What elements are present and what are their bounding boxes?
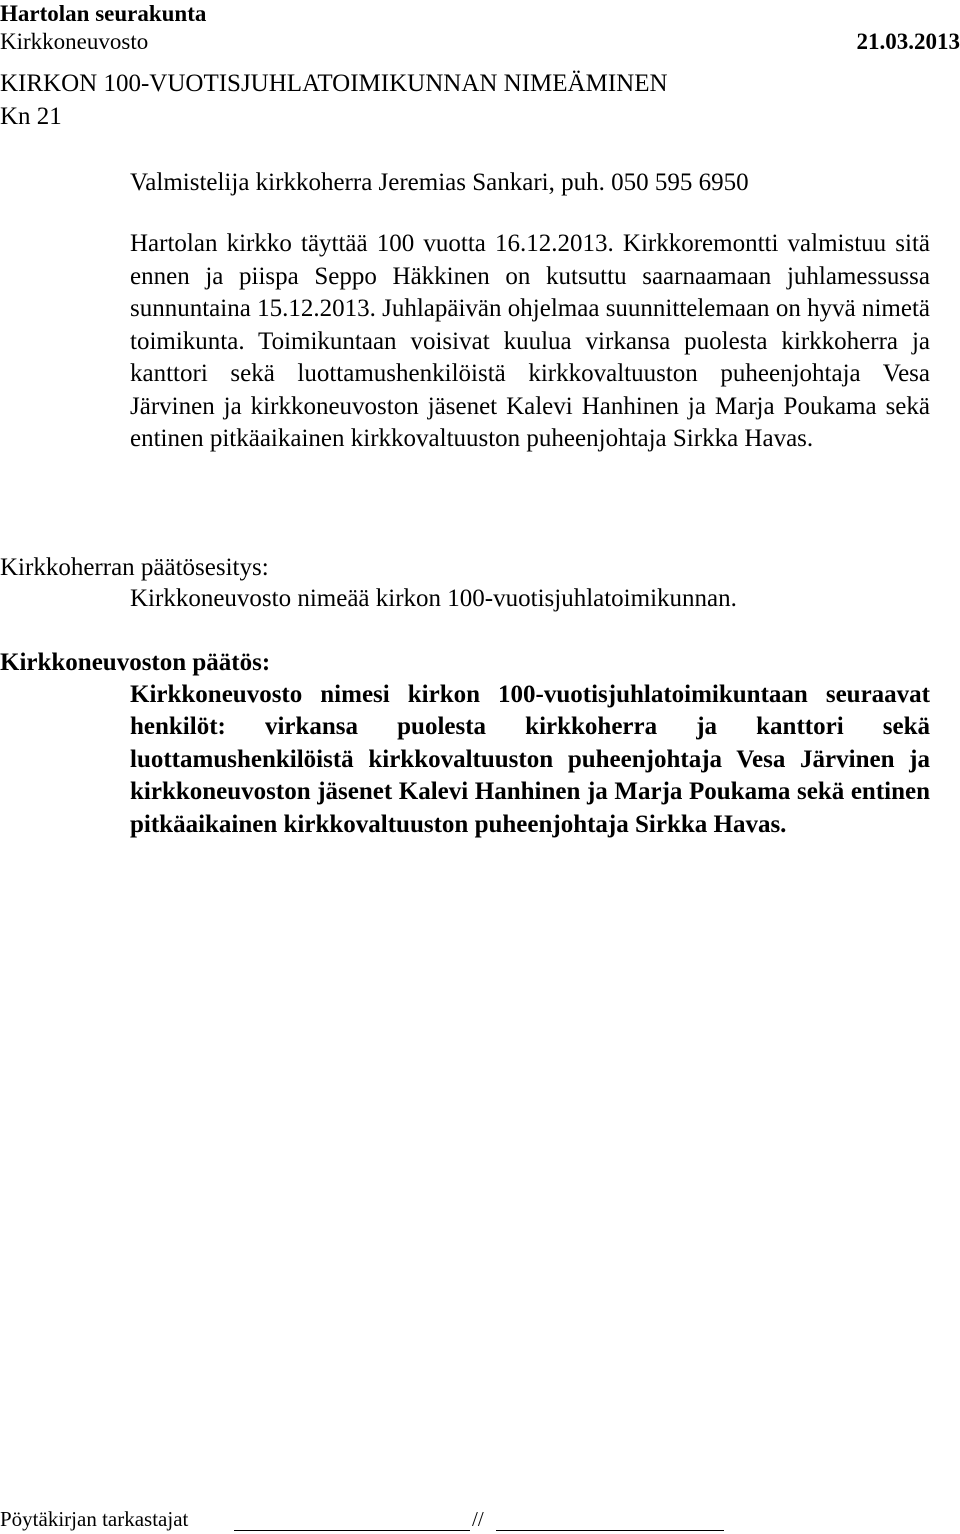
governing-body: Kirkkoneuvosto bbox=[0, 29, 149, 54]
decision-text: Kirkkoneuvosto nimesi kirkon 100-vuotisjuhlatoimikuntaan seuraavat henkilöt: virkansa puolesta kirkkoherra ja kanttori sekä luottamushenkilöistä kirkkovaltuuston puheenjohtaja Vesa Järvinen ja kirkkoneuvoston jäsenet Kalevi Hanhinen ja Marja Poukama sekä entinen pitkäaikainen kirkkovaltuuston puheenjohtaja Sirkka Havas. bbox=[130, 681, 930, 838]
organization-name: Hartolan seurakunta bbox=[0, 1, 207, 26]
preparer-line: Valmistelija kirkkoherra Jeremias Sankari, puh. 050 595 6950 bbox=[130, 169, 749, 196]
proposal-text: Kirkkoneuvosto nimeää kirkon 100-vuotisjuhlatoimikunnan. bbox=[130, 585, 737, 612]
signature-line-2 bbox=[496, 1530, 724, 1531]
proposal-label: Kirkkoherran päätösesitys: bbox=[0, 554, 269, 581]
meeting-date: 21.03.2013 bbox=[856, 29, 960, 54]
item-title: KIRKON 100-VUOTISJUHLATOIMIKUNNAN NIMEÄMINEN bbox=[0, 70, 668, 97]
signature-line-1 bbox=[234, 1530, 470, 1531]
decision-label: Kirkkoneuvoston päätös: bbox=[0, 649, 271, 676]
signature-separator: // bbox=[472, 1507, 484, 1531]
item-reference: Kn 21 bbox=[0, 103, 62, 130]
item-description: Hartolan kirkko täyttää 100 vuotta 16.12.2013. Kirkkoremontti valmistuu sitä ennen ja piispa Seppo Häkkinen on kutsuttu saarnaamaan juhlamessussa sunnuntaina 15.12.2013. Juhlapäivän ohjelmaa suunnittelemaan on hyvä nimetä toimikunta. Toimikuntaan voisivat kuulua virkansa puolesta kirkkoherra ja kanttori sekä luottamushenkilöistä kirkkovaltuuston puheenjohtaja Vesa Järvinen ja kirkkoneuvoston jäsenet Kalevi Hanhinen ja Marja Poukama sekä entinen pitkäaikainen kirkkovaltuuston puheenjohtaja Sirkka Havas. bbox=[130, 230, 930, 452]
minutes-checkers-label: Pöytäkirjan tarkastajat bbox=[0, 1507, 189, 1531]
